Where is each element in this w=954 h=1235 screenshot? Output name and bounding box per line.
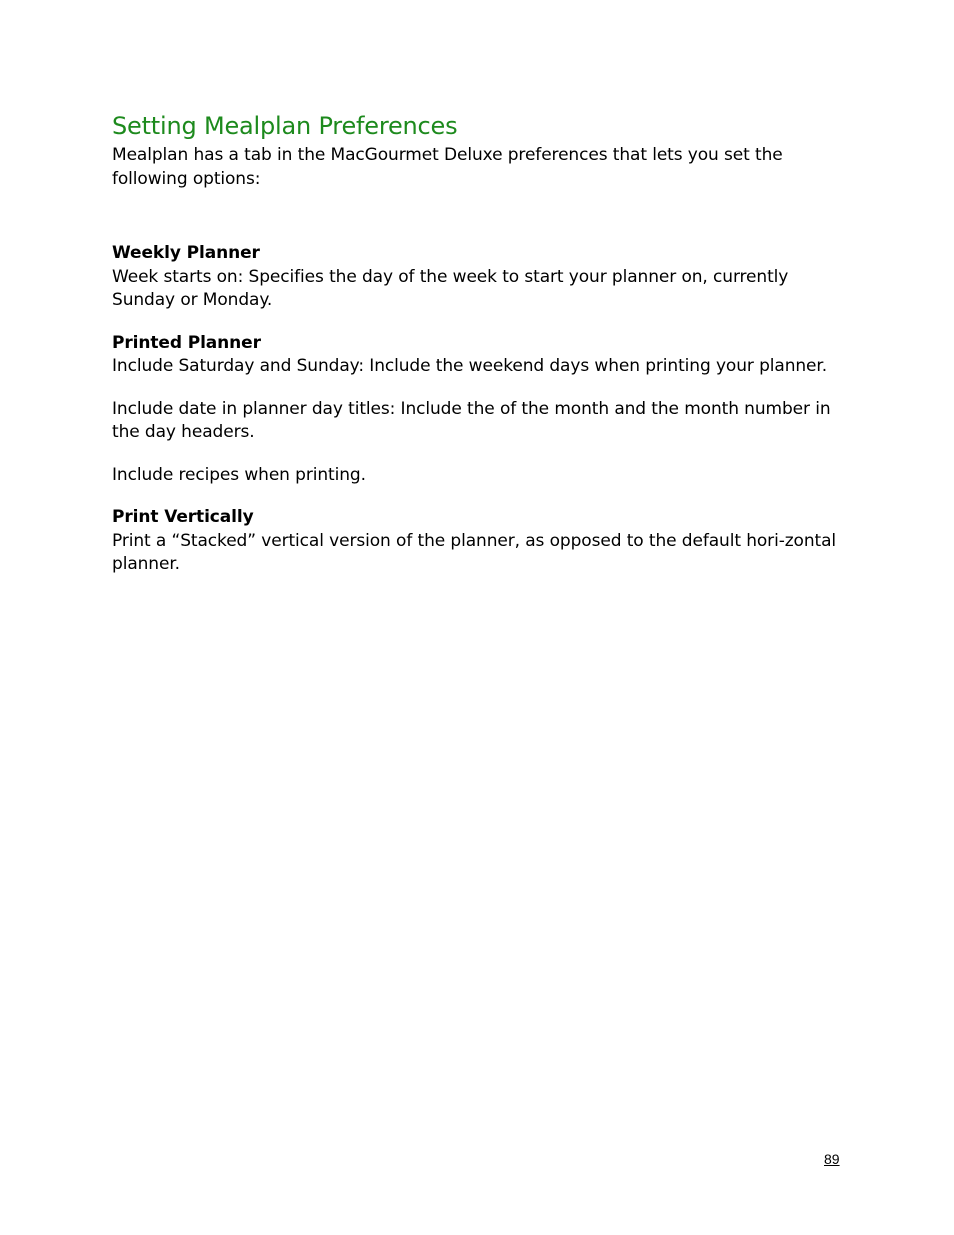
section-heading: Print Vertically [112, 507, 254, 527]
page-number: 89 [824, 1151, 840, 1167]
page-title: Setting Mealplan Preferences [112, 112, 458, 140]
intro-paragraph: Mealplan has a tab in the MacGourmet Deluxe preferences that lets you set the following options: [112, 145, 783, 189]
section-printed-planner [112, 332, 847, 488]
document-body [112, 108, 847, 577]
section-heading: Weekly Planner [112, 243, 260, 263]
section-weekly-planner [112, 242, 847, 313]
section-paragraph: Include recipes when printing. [112, 464, 366, 485]
section-paragraph: Include date in planner day titles: Include the of the month and the month number in the day headers. [112, 398, 831, 442]
section-paragraph: Include Saturday and Sunday: Include the weekend days when printing your planner. [112, 356, 828, 376]
section-paragraph: Week starts on: Specifies the day of the week to start your planner on, currently Sunday or Monday. [112, 266, 789, 310]
section-print-vertically [112, 506, 847, 577]
section-paragraph: Print a “Stacked” vertical version of the planner, as opposed to the default hori-zontal planner. [112, 530, 837, 574]
section-heading: Printed Planner [112, 332, 261, 353]
